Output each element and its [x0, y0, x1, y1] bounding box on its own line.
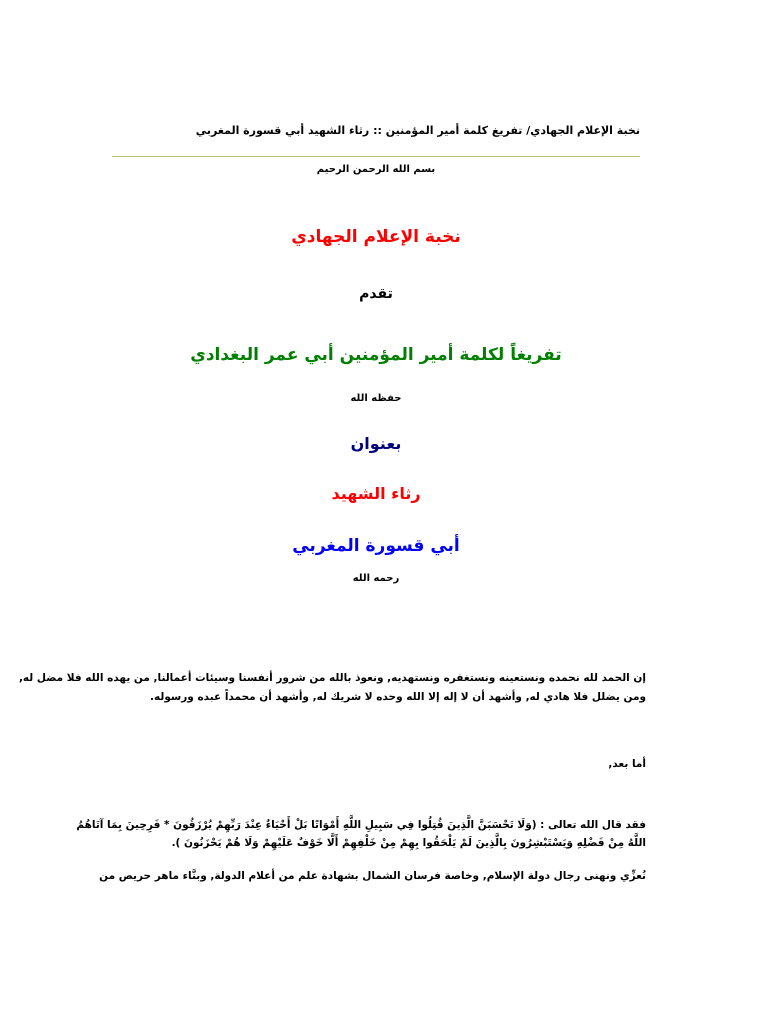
paragraph-line: ومن يضلل فلا هادي له, وأشهد أن لا إله إلا الله وحده لا شريك له, وأشهد أن محمداً عبده ورسوله.: [150, 691, 646, 703]
presents-label: تقدم: [359, 286, 393, 302]
transition-paragraph: أما بعد,: [608, 758, 646, 770]
paragraph-line: فقد قال الله تعالى : (وَلَا تَحْسَبَنَّ الَّذِينَ قُتِلُوا فِي سَبِيلِ اللَّهِ أَمْوَاتًا بَلْ أَحْيَاءٌ عِنْدَ رَبِّهِمْ يُرْزَقُونَ * فَرِحِينَ بِمَا آتَاهُمُ: [76, 819, 646, 831]
speaker-blessing: حفظه الله: [350, 393, 402, 404]
martyr-name: أبي قسورة المغربي: [292, 536, 460, 556]
entitled-label: بعنوان: [350, 434, 402, 453]
speech-subtitle: تفريغاً لكلمة أمير المؤمنين أبي عمر البغدادي: [190, 345, 562, 365]
quran-quote-paragraph: [76, 816, 646, 852]
publisher-title: نخبة الإعلام الجهادي: [291, 227, 461, 247]
paragraph-line: اللَّهُ مِنْ فَضْلِهِ وَيَسْتَبْشِرُونَ بِالَّذِينَ لَمْ يَلْحَقُوا بِهِمْ مِنْ خَلْفِهِمْ أَلَّا خَوْفٌ عَلَيْهِمْ وَلَا هُمْ يَحْزَنُونَ ).: [171, 837, 646, 849]
running-header: نخبة الإعلام الجهادي/ تفريغ كلمة أمير المؤمنين :: رثاء الشهيد أبي قسورة المغربي: [195, 124, 640, 137]
basmala: بسم الله الرحمن الرحيم: [316, 164, 436, 175]
paragraph-line: إن الحمد لله نحمده ونستعينه ونستغفره ونستهديه, ونعوذ بالله من شرور أنفسنا وسيئات أعمالنا, من يهده الله فلا مضل له,: [18, 672, 646, 684]
paragraph-line: نُعزِّي ونهنى رجال دولة الإسلام, وخاصة فرسان الشمال بشهادة علم من أعلام الدولة, وبنَّاء ماهر حريص من: [99, 870, 646, 882]
opening-paragraph: [18, 669, 646, 707]
header-divider: [112, 156, 640, 157]
martyr-blessing: رحمه الله: [352, 573, 400, 584]
condolence-paragraph: [99, 870, 646, 882]
speech-topic: رثاء الشهيد: [331, 484, 421, 503]
